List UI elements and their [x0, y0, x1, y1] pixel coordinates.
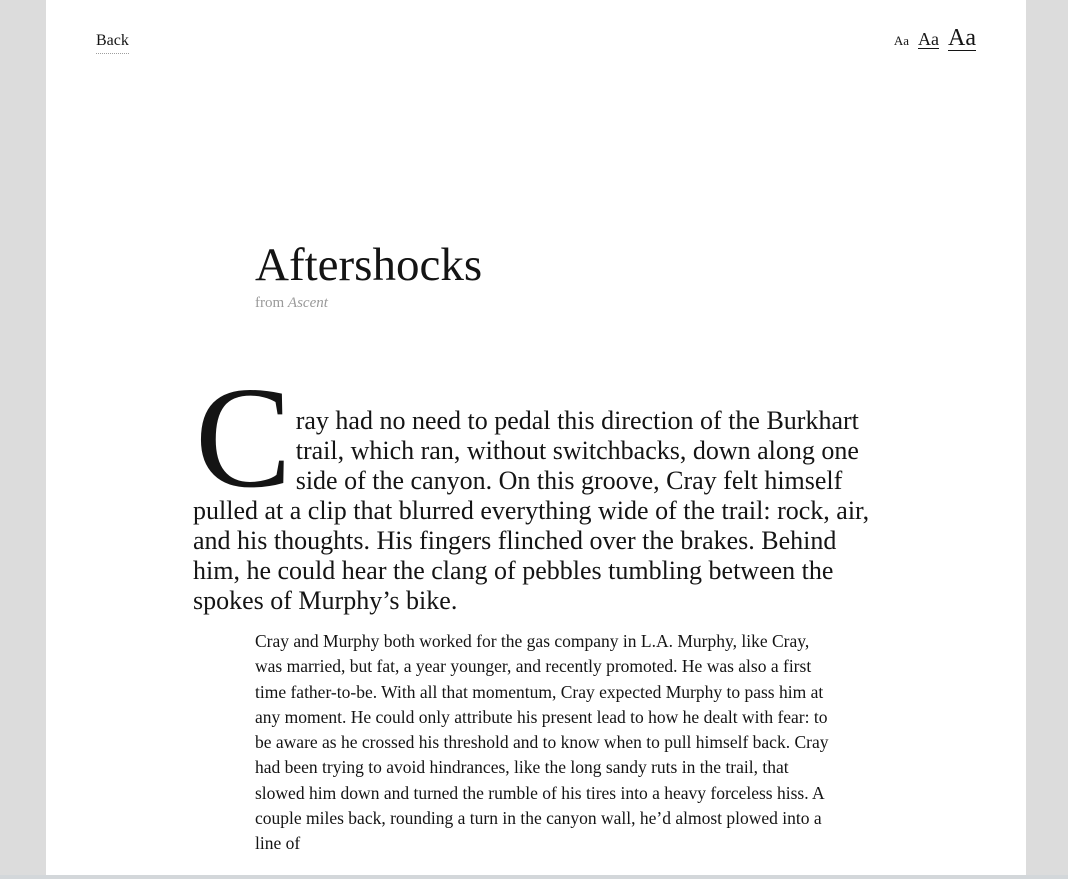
bottom-edge-bar	[0, 875, 1068, 879]
source-name: Ascent	[287, 295, 328, 311]
article	[46, 239, 1026, 857]
lead-paragraph	[193, 358, 881, 616]
article-source	[255, 295, 976, 312]
reader-page	[46, 0, 1026, 879]
lead-paragraph-text: ray had no need to pedal this direction of the Burkhart trail, which ran, without switchbacks, down along one side of the canyon. On this groove, Cray felt himself pulled at a clip that blurred everything wide of the trail: rock, air, and his thoughts. His fingers flinched over the brakes. Behind him, he could hear the clang of pebbles tumbling between the spokes of Murphy’s bike.	[193, 406, 870, 615]
back-button[interactable]: Back	[96, 32, 129, 54]
body-paragraph: Cray and Murphy both worked for the gas company in L.A. Murphy, like Cray, was married, but fat, a year younger, and recently promoted. He was also a first time father-to-be. With all that momentum, Cray expected Murphy to pass him at any moment. He could only attribute his present lead to how he dealt with fear: to be aware as he crossed his threshold and to know when to pull himself back. Cray had been trying to avoid hindrances, like the long sandy ruts in the trail, that slowed him down and turned the rumble of his tires into a heavy forceless hiss. A couple miles back, rounding a turn in the canyon wall, he’d almost plowed into a line of	[255, 631, 829, 854]
reader-header	[46, 0, 1026, 54]
article-title: Aftershocks	[255, 239, 483, 291]
font-size-medium-button[interactable]: Aa	[918, 29, 940, 49]
source-prefix: from	[255, 295, 285, 311]
font-size-controls	[894, 26, 976, 51]
font-size-small-button[interactable]: Aa	[893, 33, 910, 48]
drop-cap: C	[195, 358, 292, 518]
font-size-large-button[interactable]: Aa	[948, 25, 976, 51]
